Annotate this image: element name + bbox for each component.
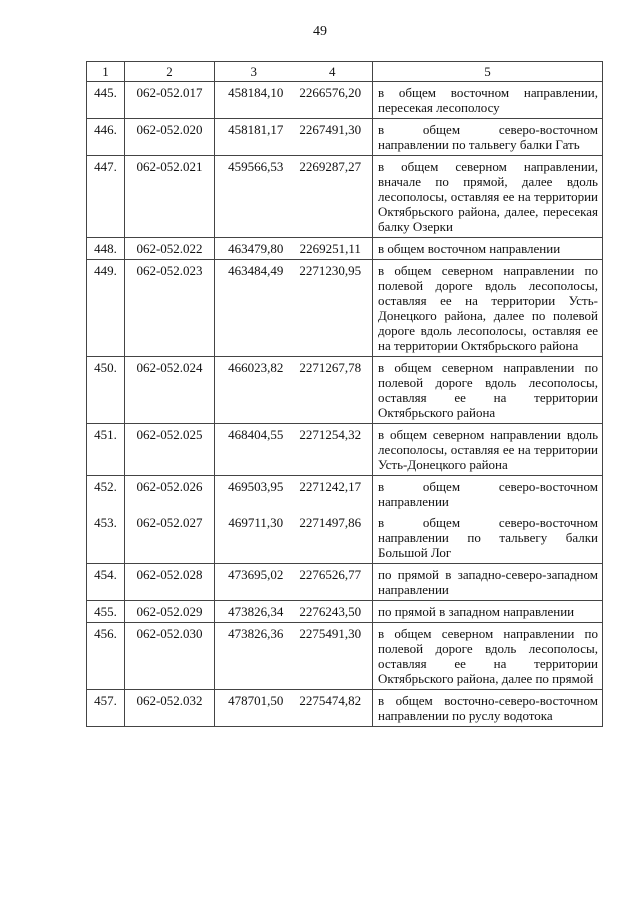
coordinate-x: 469503,95	[215, 476, 293, 513]
row-number: 452.	[87, 476, 125, 513]
coordinate-y: 2271254,32	[293, 424, 373, 476]
row-number: 450.	[87, 357, 125, 424]
table-row	[87, 690, 603, 727]
boundary-description: в общем восточно-северо-восточном направлении по руслу водотока	[373, 690, 603, 727]
coordinate-x: 463484,49	[215, 260, 293, 357]
coordinate-y: 2271230,95	[293, 260, 373, 357]
coordinate-x: 473695,02	[215, 564, 293, 601]
boundary-description: в общем восточном направлении, пересекая лесополосу	[373, 82, 603, 119]
point-code: 062-052.020	[125, 119, 215, 156]
coordinate-y: 2275474,82	[293, 690, 373, 727]
row-number: 446.	[87, 119, 125, 156]
coordinate-y: 2267491,30	[293, 119, 373, 156]
boundary-description: в общем северном направлении по полевой дороге вдоль лесополосы, оставляя ее на территории Усть-Донецкого района, далее по полевой дороге вдоль лесополосы, оставляя ее на территории Октябрьского района	[373, 260, 603, 357]
coordinate-y: 2271267,78	[293, 357, 373, 424]
header-col-2: 2	[125, 62, 215, 82]
coordinate-y: 2276526,77	[293, 564, 373, 601]
coordinate-y: 2271242,17	[293, 476, 373, 513]
coordinate-y: 2266576,20	[293, 82, 373, 119]
table-row	[87, 238, 603, 260]
point-code: 062-052.023	[125, 260, 215, 357]
table-row	[87, 424, 603, 476]
point-code: 062-052.032	[125, 690, 215, 727]
boundary-description: в общем восточном направлении	[373, 238, 603, 260]
header-col-5: 5	[373, 62, 603, 82]
row-number: 457.	[87, 690, 125, 727]
coordinate-x: 468404,55	[215, 424, 293, 476]
coordinate-x: 458184,10	[215, 82, 293, 119]
row-number: 451.	[87, 424, 125, 476]
table-row	[87, 357, 603, 424]
point-code: 062-052.025	[125, 424, 215, 476]
coordinate-x: 478701,50	[215, 690, 293, 727]
coordinate-x: 458181,17	[215, 119, 293, 156]
table-row	[87, 601, 603, 623]
coordinate-x: 463479,80	[215, 238, 293, 260]
table-row	[87, 564, 603, 601]
boundary-description: в общем северо-восточном направлении	[373, 476, 603, 513]
coordinate-y: 2269287,27	[293, 156, 373, 238]
table-header-row	[87, 62, 603, 82]
boundary-description: по прямой в западном направлении	[373, 601, 603, 623]
table-row	[87, 476, 603, 513]
table-row	[87, 623, 603, 690]
point-code: 062-052.030	[125, 623, 215, 690]
row-number: 455.	[87, 601, 125, 623]
coordinate-y: 2269251,11	[293, 238, 373, 260]
boundary-description: по прямой в западно-северо-западном направлении	[373, 564, 603, 601]
header-col-3: 3	[215, 62, 293, 82]
coordinate-x: 473826,36	[215, 623, 293, 690]
coordinate-y: 2275491,30	[293, 623, 373, 690]
row-number: 456.	[87, 623, 125, 690]
coordinate-x: 466023,82	[215, 357, 293, 424]
point-code: 062-052.029	[125, 601, 215, 623]
coordinate-x: 473826,34	[215, 601, 293, 623]
row-number: 447.	[87, 156, 125, 238]
row-number: 453.	[87, 512, 125, 564]
coordinate-y: 2276243,50	[293, 601, 373, 623]
point-code: 062-052.024	[125, 357, 215, 424]
boundary-description: в общем северном направлении вдоль лесополосы, оставляя ее на территории Усть-Донецкого района	[373, 424, 603, 476]
boundary-description: в общем северо-восточном направлении по тальвегу балки Гать	[373, 119, 603, 156]
page-number: 49	[313, 24, 327, 39]
boundary-description: в общем северном направлении по полевой дороге вдоль лесополосы, оставляя ее на территории Октябрьского района	[373, 357, 603, 424]
coordinate-x: 459566,53	[215, 156, 293, 238]
table-row	[87, 260, 603, 357]
header-col-1: 1	[87, 62, 125, 82]
boundary-points-table	[86, 61, 603, 727]
table-row	[87, 82, 603, 119]
coordinate-x: 469711,30	[215, 512, 293, 564]
table-row	[87, 119, 603, 156]
row-number: 448.	[87, 238, 125, 260]
row-number: 445.	[87, 82, 125, 119]
boundary-description: в общем северном направлении, вначале по прямой, далее вдоль лесополосы, оставляя ее на территории Октябрьского района, далее, пересекая балку Озерки	[373, 156, 603, 238]
row-number: 454.	[87, 564, 125, 601]
table-row	[87, 512, 603, 564]
point-code: 062-052.026	[125, 476, 215, 513]
coordinate-y: 2271497,86	[293, 512, 373, 564]
boundary-table-container	[86, 61, 602, 727]
point-code: 062-052.028	[125, 564, 215, 601]
point-code: 062-052.027	[125, 512, 215, 564]
header-col-4: 4	[293, 62, 373, 82]
boundary-description: в общем северо-восточном направлении по тальвегу балки Большой Лог	[373, 512, 603, 564]
point-code: 062-052.017	[125, 82, 215, 119]
point-code: 062-052.022	[125, 238, 215, 260]
table-row	[87, 156, 603, 238]
point-code: 062-052.021	[125, 156, 215, 238]
row-number: 449.	[87, 260, 125, 357]
boundary-description: в общем северном направлении по полевой дороге вдоль лесополосы, оставляя ее на территории Октябрьского района, далее по прямой	[373, 623, 603, 690]
